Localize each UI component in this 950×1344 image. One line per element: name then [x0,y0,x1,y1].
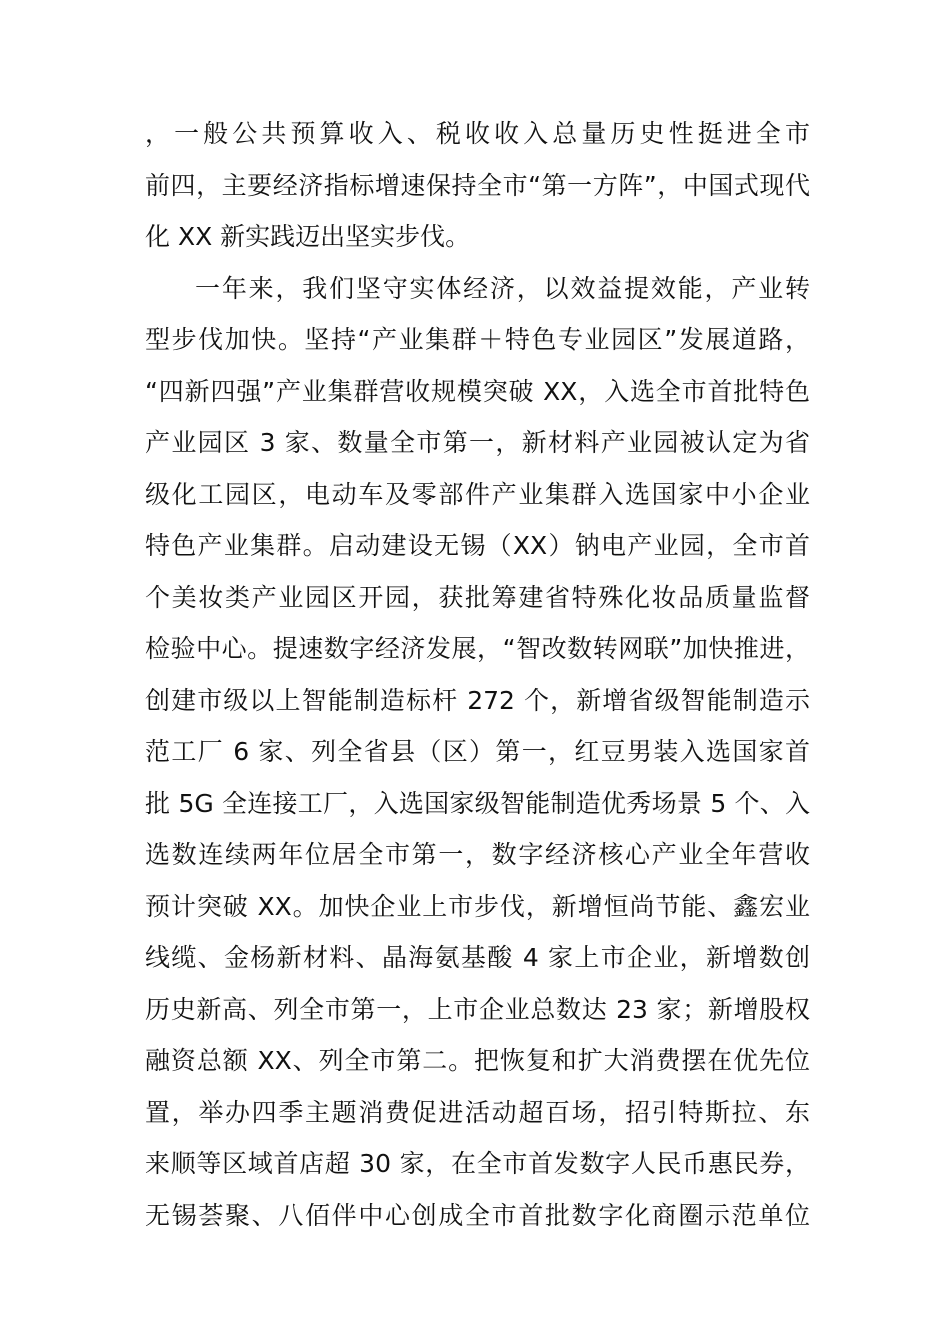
text-line: 融资总额 XX、列全市第二。把恢复和扩大消费摆在优先位 [145,1046,810,1075]
text-line: ，一般公共预算收入、税收收入总量历史性挺进全市 [145,119,810,148]
text-line: 预计突破 XX。加快企业上市步伐，新增恒尚节能、鑫宏业 [145,891,810,921]
text-line: 线缆、金杨新材料、晶海氨基酸 4 家上市企业，新增数创 [145,943,810,972]
text-line: 特色产业集群。启动建设无锡（XX）钠电产业园，全市首 [145,531,810,560]
text-line: 个美妆类产业园区开园，获批筹建省特殊化妆品质量监督 [145,582,810,612]
text-line: 无锡荟聚、八佰伴中心创成全市首批数字化商圈示范单位 [145,1200,810,1230]
text-line: 置，举办四季主题消费促进活动超百场，招引特斯拉、东 [145,1097,810,1127]
text-line: 批 5G 全连接工厂，入选国家级智能制造优秀场景 5 个、入 [145,788,810,818]
text-line: 来顺等区域首店超 30 家，在全市首发数字人民币惠民券， [145,1149,810,1178]
text-line: 范工厂 6 家、列全省县（区）第一，红豆男装入选国家首 [145,737,810,766]
text-line: 化 XX 新实践迈出坚实步伐。 [145,222,471,251]
text-line: 级化工园区，电动车及零部件产业集群入选国家中小企业 [145,479,810,509]
text-line: 检验中心。提速数字经济发展，“智改数转网联”加快推进， [145,634,810,663]
text-line: 一年来，我们坚守实体经济，以效益提效能，产业转 [195,273,810,303]
paragraph-2 [145,263,810,1293]
text-line: 产业园区 3 家、数量全市第一，新材料产业园被认定为省 [145,428,810,457]
text-line: 选数连续两年位居全市第一，数字经济核心产业全年营收 [145,840,810,869]
paragraph-1 [145,108,810,263]
text-line: 历史新高、列全市第一，上市企业总数达 23 家；新增股权 [145,994,810,1024]
text-line: 型步伐加快。坚持“产业集群＋特色专业园区”发展道路， [145,325,810,354]
text-line: 创建市级以上智能制造标杆 272 个，新增省级智能制造示 [145,685,810,715]
text-line: 前四，主要经济指标增速保持全市“第一方阵”，中国式现代 [145,170,810,200]
text-line [145,1241,810,1293]
text-line: “四新四强”产业集群营收规模突破 XX，入选全市首批特色 [145,376,810,406]
body-text [145,108,810,1293]
